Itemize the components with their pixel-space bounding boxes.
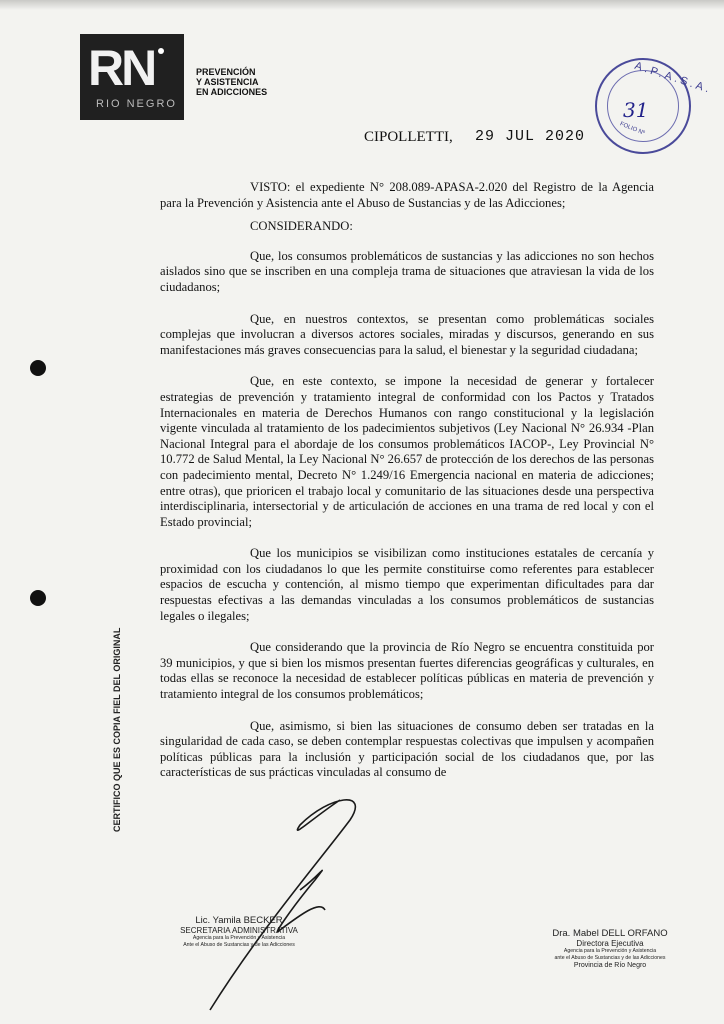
agency-line-2: Y ASISTENCIA: [196, 77, 259, 87]
signer-line3-right: Provincia de Río Negro: [573, 962, 647, 969]
paragraph-4: Que los municipios se visibilizan como instituciones estatales de cercanía y proximidad con los ciudadanos lo que les permite constituirse como referentes para establecer espacios de escucha y contención, al mismo tiempo que experimentan dificultades para dar respuestas efectivas a las demandas vinculadas a los consumos problemáticos de sustancias legales o ilegales;: [160, 546, 654, 623]
signer-line1-left: Agencia para la Prevención y Asistencia: [192, 935, 286, 941]
date-stamp: 29 JUL 2020: [475, 128, 586, 145]
agency-line-3: EN ADICCIONES: [196, 87, 268, 97]
paragraph-6: Que, asimismo, si bien las situaciones de consumo deben ser tratadas en la singularidad de cada caso, se deben contemplar respuestas colectivas que impulsen y acompañen políticas públicas para la inclusión y participación social de los ciudadanos que, por las características de sus prácticas vinculadas al consumo de: [160, 718, 654, 780]
signer-name-right: Dra. Mabel DELL ORFANO: [552, 928, 668, 939]
signer-role-right: Directora Ejecutiva: [576, 939, 644, 948]
certification-note: CERTIFICO QUE ES COPIA FIEL DEL ORIGINAL: [112, 627, 122, 832]
agency-line-1: PREVENCIÓN: [196, 67, 256, 77]
place-name: CIPOLLETTI,: [364, 129, 453, 145]
signer-name-left: Lic. Yamila BECKER: [195, 915, 283, 926]
considerando-heading: CONSIDERANDO:: [250, 219, 353, 234]
signer-line2-left: Ante el Abuso de Sustancias y de las Adicciones: [183, 942, 295, 948]
rio-negro-logo: [80, 34, 184, 120]
stamp-folio-number: 31: [623, 98, 649, 122]
paragraph-2: Que, en nuestros contextos, se presentan como problemáticas sociales complejas que involucran a diversos actores sociales, miradas y discursos, generando en sus manifestaciones más graves consecuencias para la salud, el bienestar y la seguridad ciudadana;: [160, 311, 654, 357]
signer-line1-right: Agencia para la Prevención y Asistencia: [563, 948, 657, 954]
document-body: [160, 180, 654, 796]
paragraph-5: Que considerando que la provincia de Río Negro se encuentra constituida por 39 municipios, y que si bien los mismos presentan fuertes diferencias geográficas y culturales, en todas ellas se reconoce la necesidad de establecer políticas públicas en materia de prevención y tratamiento integral de los consumos problemáticos;: [160, 640, 654, 702]
signature-block-right: [535, 928, 685, 969]
stamp-folio-label: FOLIO Nº: [618, 121, 646, 137]
folio-stamp: [595, 58, 714, 154]
punch-hole-bottom: [30, 590, 46, 606]
signer-role-left: SECRETARIA ADMINISTRATIVA: [180, 926, 298, 935]
stamp-title: A.P.A.S.A.: [633, 59, 714, 97]
logo-rn-text: RN: [88, 40, 155, 96]
paragraph-1: Que, los consumos problemáticos de sustancias y las adicciones no son hechos aislados sino que se inscriben en una compleja trama de situaciones que atraviesan la vida de los ciudadanos;: [160, 248, 654, 294]
logo-dot: [158, 48, 164, 54]
scan-shadow: [0, 0, 724, 10]
signer-line2-right: ante el Abuso de Sustancias y de las Adicciones: [554, 955, 666, 961]
agency-name: [196, 67, 267, 97]
punch-hole-top: [30, 360, 46, 376]
paragraph-3: Que, en este contexto, se impone la necesidad de generar y fortalecer estrategias de prevención y tratamiento integral de conformidad con los Pactos y Tratados Internacionales en materia de Derechos Humanos con rango constitucional y la legislación vigente vinculada al tratamiento de los padecimientos subjetivos (Ley Nacional N° 26.934 -Plan Nacional Integral para el abordaje de los consumos problemáticos IACOP-, Ley Provincial N° 10.772 de Salud Mental, la Ley Nacional N° 26.657 de protección de los derechos de las personas con padecimiento mental, Decreto N° 1.249/16 Emergencia nacional en materia de adicciones; entre otras), que prioricen el trabajo local y comunitario de las situaciones desde una perspectiva interdisciplinaria, intersectorial y de articulación de acciones en una trama de red local y con el Estado provincial;: [160, 374, 654, 529]
handwritten-signature: [180, 780, 440, 1024]
signature-block-left: [164, 915, 314, 949]
visto-paragraph: VISTO: el expediente N° 208.089-APASA-2.020 del Registro de la Agencia para la Prevención y Asistencia ante el Abuso de Sustancias y de las Adicciones;: [160, 180, 654, 210]
logo-subtext: RIO NEGRO: [96, 98, 177, 110]
